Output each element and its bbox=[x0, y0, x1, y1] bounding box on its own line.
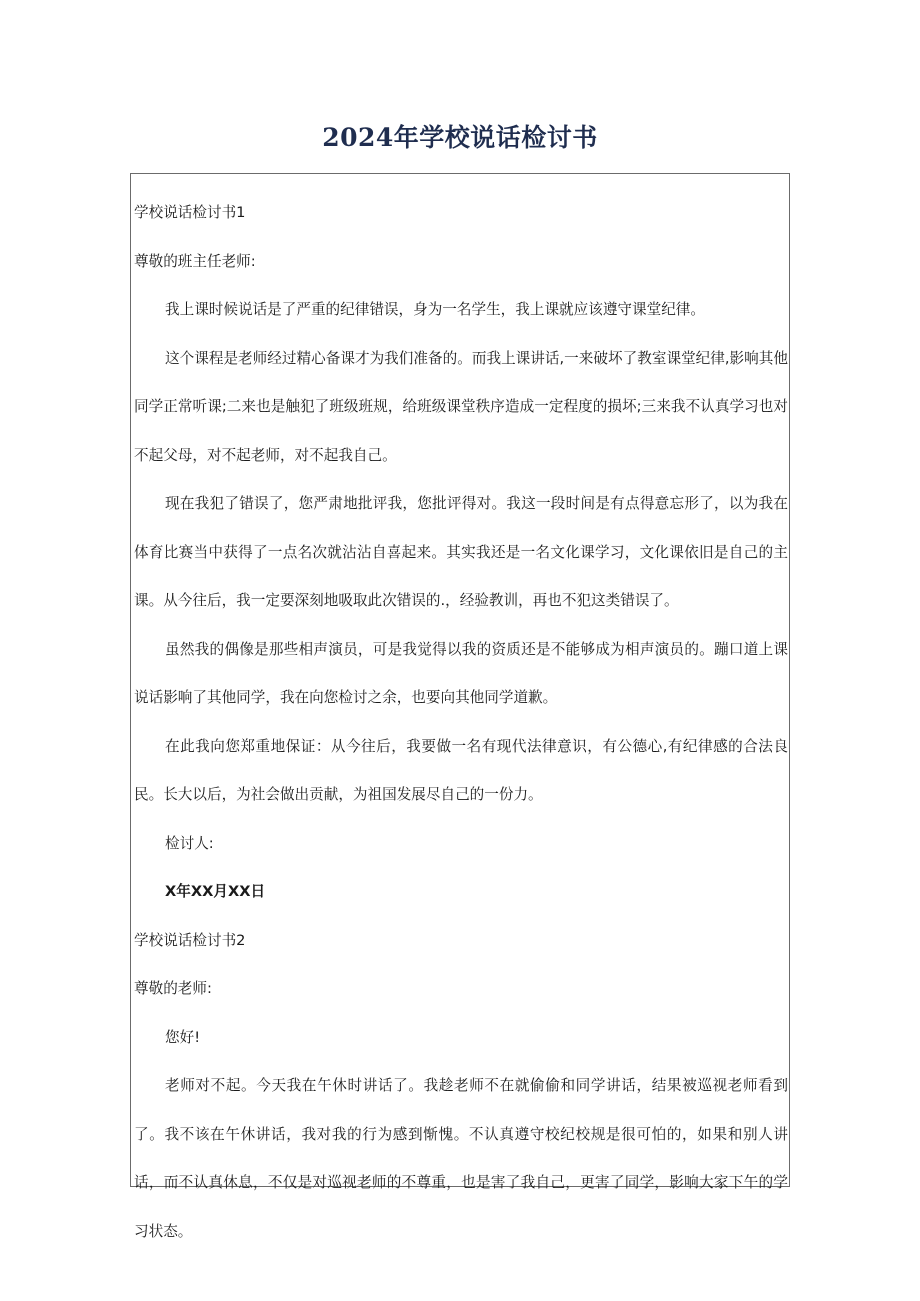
document-frame bbox=[130, 173, 790, 1240]
paragraph: 在此我向您郑重地保证：从今往后，我要做一名有现代法律意识，有公德心,有纪律感的合法良民。长大以后，为社会做出贡献，为祖国发展尽自己的一份力。 bbox=[134, 737, 788, 803]
document-body bbox=[134, 189, 788, 1256]
greeting: 您好! bbox=[165, 1028, 201, 1046]
document-title: 2024年学校说话检讨书 bbox=[322, 123, 598, 152]
section-heading: 学校说话检讨书2 bbox=[134, 931, 246, 949]
section-heading: 学校说话检讨书1 bbox=[134, 204, 246, 221]
paragraph: 这个课程是老师经过精心备课才为我们准备的。而我上课讲话,一来破坏了教室课堂纪律,影响其他同学正常听课;二来也是触犯了班级班规，给班级课堂秩序造成一定程度的损坏;三来我不认真学习也对不起父母，对不起老师，对不起我自己。 bbox=[134, 349, 788, 464]
paragraph: 现在我犯了错误了，您严肃地批评我，您批评得对。我这一段时间是有点得意忘形了，以为我在体育比赛当中获得了一点名次就沾沾自喜起来。其实我还是一名文化课学习，文化课依旧是自己的主课。从今往后，我一定要深刻地吸取此次错误的.，经验教训，再也不犯这类错误了。 bbox=[134, 495, 788, 609]
paragraph: 虽然我的偶像是那些相声演员，可是我觉得以我的资质还是不能够成为相声演员的。蹦口道上课说话影响了其他同学，我在向您检讨之余，也要向其他同学道歉。 bbox=[134, 640, 788, 706]
paragraph: 我上课时候说话是了严重的纪律错误，身为一名学生，我上课就应该遵守课堂纪律。 bbox=[165, 301, 705, 318]
signer-line: 检讨人: bbox=[165, 834, 214, 852]
salutation: 尊敬的班主任老师: bbox=[134, 252, 256, 270]
paragraph: 老师对不起。今天我在午休时讲话了。我趁老师不在就偷偷和同学讲话，结果被巡视老师看到了。我不该在午休讲话，我对我的行为感到惭愧。不认真遵守校纪校规是很可怕的，如果和别人讲话，而不认真休息，不仅是对巡视老师的不尊重，也是害了我自己，更害了同学，影响大家下午的学习状态。 bbox=[134, 1077, 788, 1240]
salutation: 尊敬的老师: bbox=[134, 980, 212, 997]
date-line: X年XX月XX日 bbox=[165, 883, 266, 900]
